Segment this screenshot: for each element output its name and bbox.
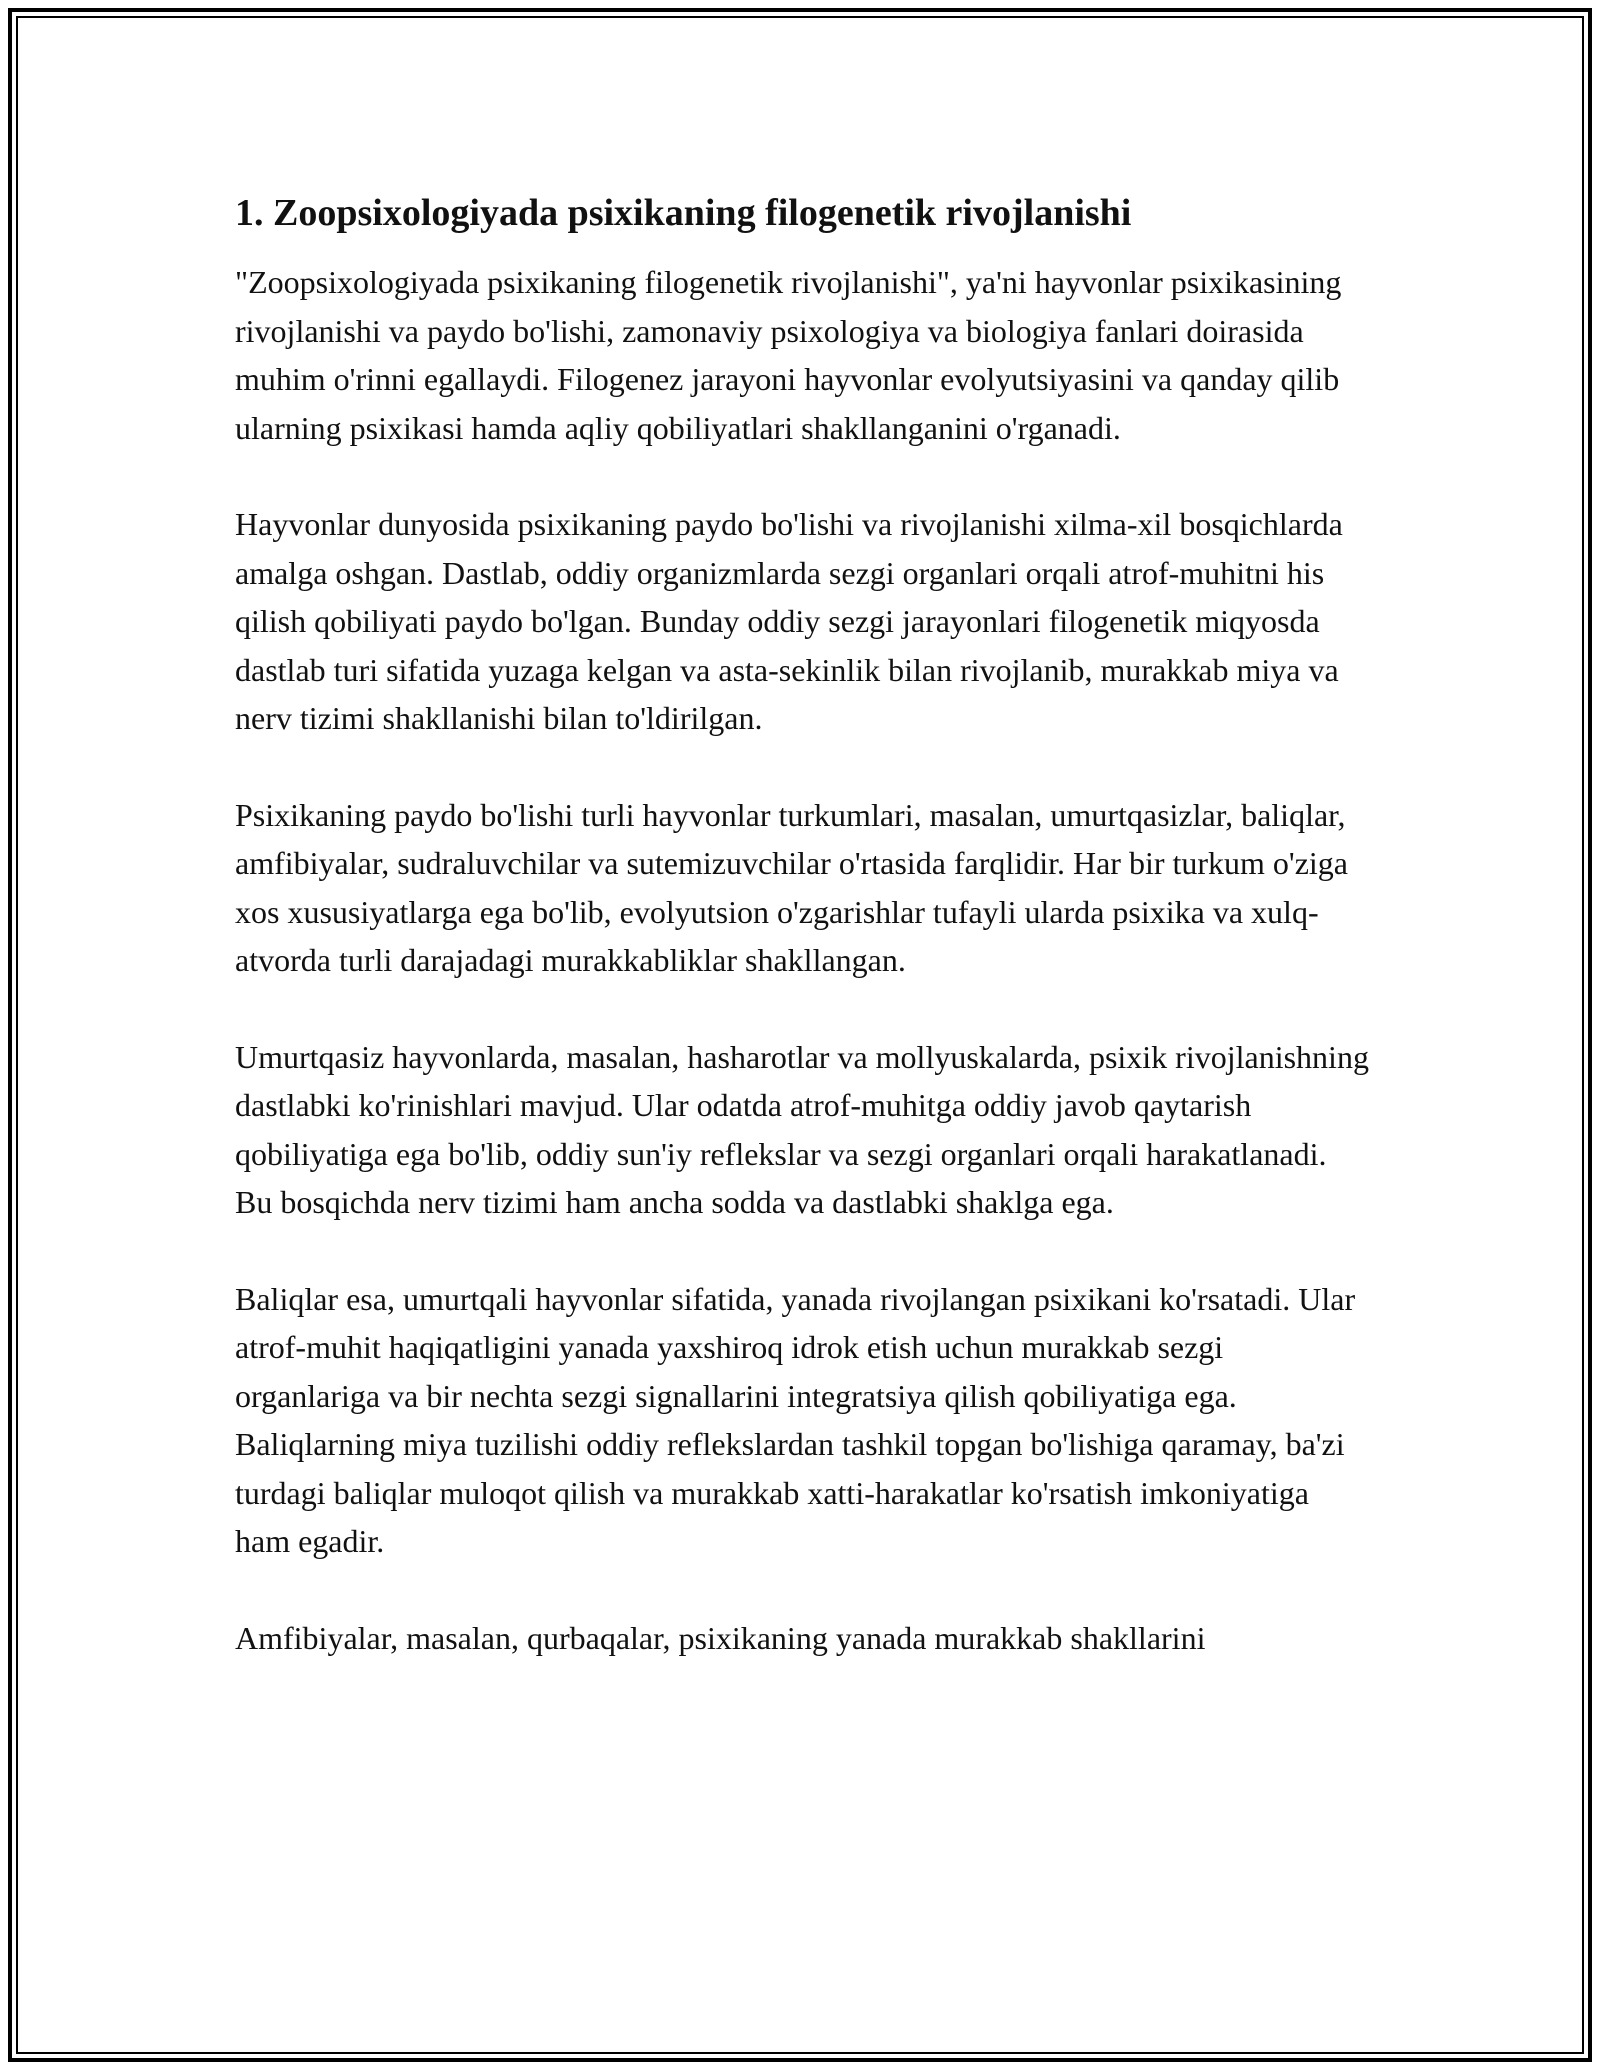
paragraph-2: Hayvonlar dunyosida psixikaning paydo bo'lishi va rivojlanishi xilma-xil bosqichlarda amalga oshgan. Dastlab, oddiy organizmlarda sezgi organlari orqali atrof-muhitni his qilish qobiliyati paydo bo'lgan. Bunday oddiy sezgi jarayonlari filogenetik miqyosda dastlab turi sifatida yuzaga kelgan va asta-sekinlik bilan rivojlanib, murakkab miya va nerv tizimi shakllanishi bilan to'ldirilgan. bbox=[235, 506, 1343, 736]
paragraph-1: "Zoopsixologiyada psixikaning filogenetik rivojlanishi", ya'ni hayvonlar psixikasining rivojlanishi va paydo bo'lishi, zamonaviy psixologiya va biologiya fanlari doirasida muhim o'rinni egallaydi. Filogenez jarayoni hayvonlar evolyutsiyasini va qanday qilib ularning psixikasi hamda aqliy qobiliyatlari shakllanganini o'rganadi. bbox=[235, 264, 1342, 446]
paragraph-5: Baliqlar esa, umurtqali hayvonlar sifatida, yanada rivojlangan psixikani ko'rsatadi. Ular atrof-muhit haqiqatligini yanada yaxshiroq idrok etish uchun murakkab sezgi organlariga va bir nechta sezgi signallarini integratsiya qilish qobiliyatiga ega. Baliqlarning miya tuzilishi oddiy reflekslardan tashkil topgan bo'lishiga qaramay, ba'zi turdagi baliqlar muloqot qilish va murakkab xatti-harakatlar ko'rsatish imkoniyatiga ham egadir. bbox=[235, 1280, 1356, 1559]
document-body bbox=[235, 186, 1371, 1662]
section-heading: 1. Zoopsixologiyada psixikaning filogenetik rivojlanishi bbox=[235, 192, 1132, 234]
paragraph-6: Amfibiyalar, masalan, qurbaqalar, psixikaning yanada murakkab shakllarini bbox=[235, 1619, 1206, 1656]
paragraph-3: Psixikaning paydo bo'lishi turli hayvonlar turkumlari, masalan, umurtqasizlar, baliqlar, amfibiyalar, sudraluvchilar va sutemizuvchilar o'rtasida farqlidir. Har bir turkum o'ziga xos xususiyatlarga ega bo'lib, evolyutsion o'zgarishlar tufayli ularda psixika va xulq-atvorda turli darajadagi murakkabliklar shakllangan. bbox=[235, 796, 1348, 978]
paragraph-4: Umurtqasiz hayvonlarda, masalan, hasharotlar va mollyuskalarda, psixik rivojlanishning dastlabki ko'rinishlari mavjud. Ular odatda atrof-muhitga oddiy javob qaytarish qobiliyatiga ega bo'lib, oddiy sun'iy reflekslar va sezgi organlari orqali harakatlanadi. Bu bosqichda nerv tizimi ham ancha sodda va dastlabki shaklga ega. bbox=[235, 1038, 1369, 1220]
